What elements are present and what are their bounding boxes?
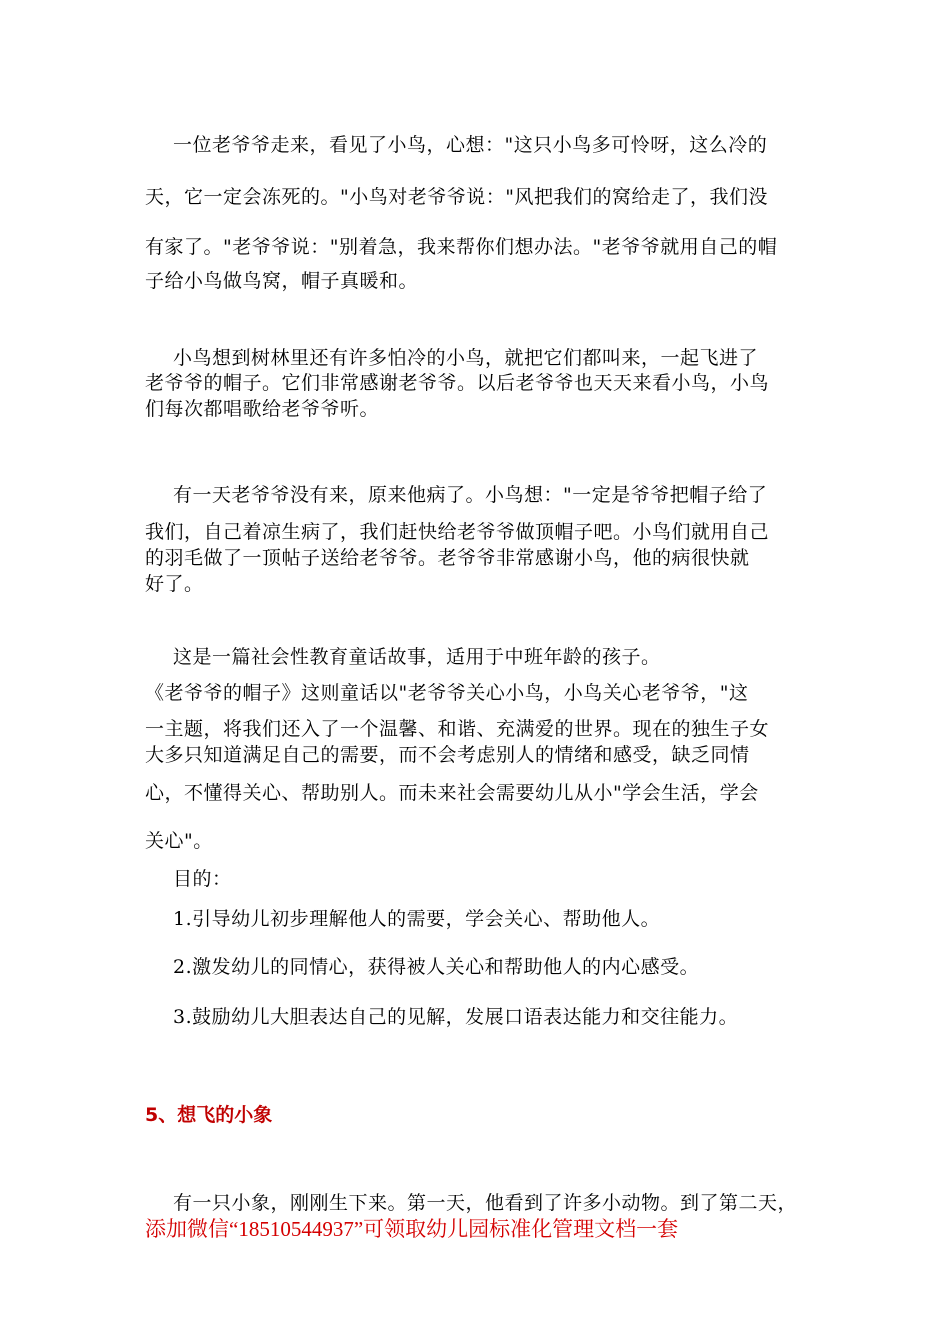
goal-item: 2.激发幼儿的同情心，获得被人关心和帮助他人的内心感受。 [173, 956, 700, 978]
text-line: 我们，自己着凉生病了，我们赶快给老爷爷做顶帽子吧。小鸟们就用自己 [145, 521, 770, 543]
text-line: 一主题，将我们还入了一个温馨、和谐、充满爱的世界。现在的独生子女 [145, 718, 770, 740]
text-line: 心，不懂得关心、帮助别人。而未来社会需要幼儿从小"学会生活，学会 [145, 782, 759, 804]
text-line: 大多只知道满足自己的需要，而不会考虑别人的情绪和感受，缺乏同情 [145, 744, 750, 766]
goals-label: 目的： [173, 868, 232, 890]
text-line: 天，它一定会冻死的。"小鸟对老爷爷说："风把我们的窝给走了，我们没 [145, 186, 768, 208]
text-line: 有一天老爷爷没有来，原来他病了。小鸟想："一定是爷爷把帽子给了 [173, 484, 768, 506]
text-line: 一位老爷爷走来，看见了小鸟，心想："这只小鸟多可怜呀，这么冷的 [173, 134, 768, 156]
text-line: 这是一篇社会性教育童话故事，适用于中班年龄的孩子。 [173, 646, 661, 668]
goal-item: 1.引导幼儿初步理解他人的需要，学会关心、帮助他人。 [173, 908, 661, 930]
text-line: 子给小鸟做鸟窝，帽子真暖和。 [145, 270, 419, 292]
text-line: 们每次都唱歌给老爷爷听。 [145, 398, 380, 420]
text-line: 好了。 [145, 573, 204, 595]
text-line: 老爷爷的帽子。它们非常感谢老爷爷。以后老爷爷也天天来看小鸟，小鸟 [145, 372, 770, 394]
text-line: 有一只小象，刚刚生下来。第一天，他看到了许多小动物。到了第二天， [173, 1192, 798, 1214]
section-heading: 5、想飞的小象 [145, 1104, 273, 1126]
text-line: 《老爷爷的帽子》这则童话以"老爷爷关心小鸟，小鸟关心老爷爷，"这 [145, 682, 749, 704]
text-line: 关心"。 [145, 830, 213, 852]
promo-footer: 添加微信“18510544937”可领取幼儿园标准化管理文档一套 [145, 1217, 679, 1241]
text-line: 有家了。"老爷爷说："别着急，我来帮你们想办法。"老爷爷就用自己的帽 [145, 236, 778, 258]
text-line: 小鸟想到树林里还有许多怕冷的小鸟，就把它们都叫来，一起飞进了 [173, 347, 759, 369]
goal-item: 3.鼓励幼儿大胆表达自己的见解，发展口语表达能力和交往能力。 [173, 1006, 739, 1028]
text-line: 的羽毛做了一顶帖子送给老爷爷。老爷爷非常感谢小鸟，他的病很快就 [145, 547, 750, 569]
